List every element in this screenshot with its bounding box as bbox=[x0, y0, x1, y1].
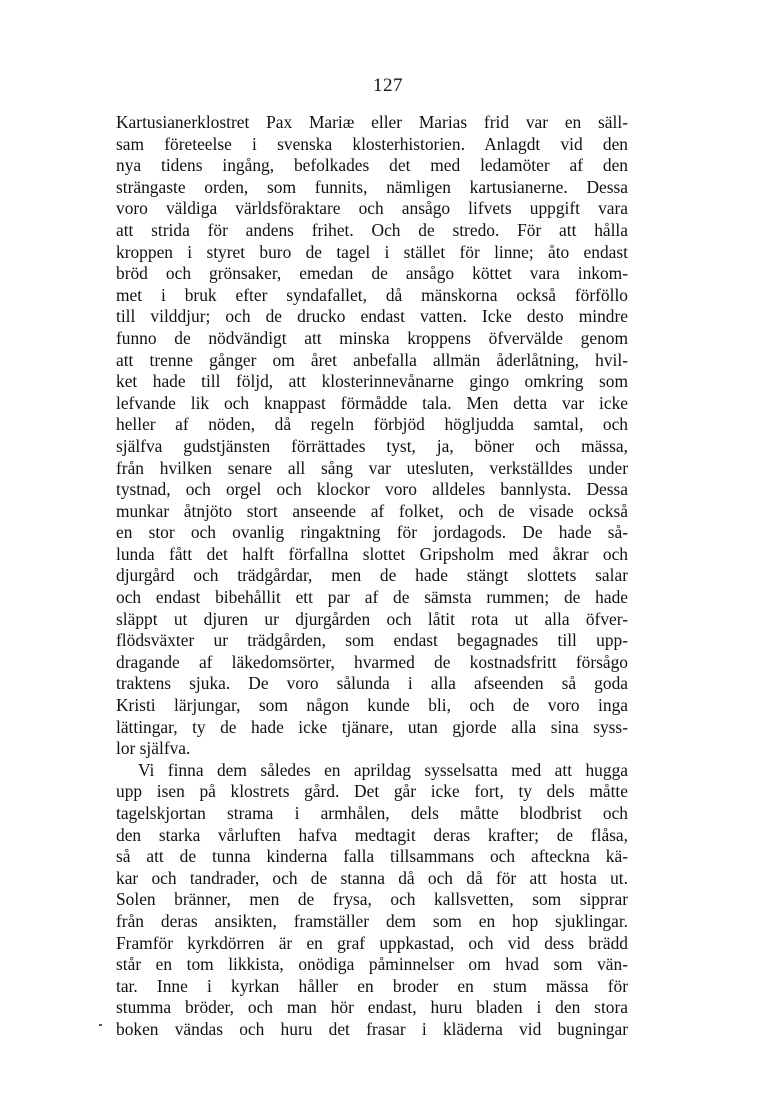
text-line: från deras ansikten, framställer dem som en hop sjuklingar. bbox=[116, 910, 628, 931]
text-line: flödsväxter ur trädgården, som endast begagnades till upp- bbox=[116, 630, 628, 651]
text-line: strängaste orden, som funnits, nämligen kartusianerne. Dessa bbox=[116, 176, 628, 197]
text-line: den starka vårluften hafva medtagit deras krafter; de flåsa, bbox=[116, 824, 628, 845]
text-line: voro väldiga världsföraktare och ansågo lifvets uppgift vara bbox=[116, 198, 628, 219]
paragraph-start-line: Vi finna dem således en aprildag sysselsatta med att hugga bbox=[138, 759, 628, 780]
text-line: lefvande lik och knappast förmådde tala. Men detta var icke bbox=[116, 392, 628, 413]
text-line: Kristi lärjungar, som någon kunde bli, och de voro inga bbox=[116, 695, 628, 716]
text-line: dragande af läkedomsörter, hvarmed de kostnadsfritt försågo bbox=[116, 651, 628, 672]
text-line: släppt ut djuren ur djurgården och låtit rota ut alla öfver- bbox=[116, 608, 628, 629]
text-line: Kartusianerklostret Pax Mariæ eller Marias frid var en säll- bbox=[116, 112, 628, 132]
page-number: 127 bbox=[373, 75, 403, 96]
text-line: till vilddjur; och de drucko endast vatten. Icke desto mindre bbox=[116, 306, 628, 327]
text-line: står en tom likkista, onödiga påminnelser om hvad som vän- bbox=[116, 954, 628, 975]
text-line: så att de tunna kinderna falla tillsammans och afteckna kä- bbox=[116, 846, 628, 867]
text-line: heller af nöden, då regeln förbjöd högljudda samtal, och bbox=[116, 414, 628, 435]
text-line: bröd och grönsaker, emedan de ansågo köttet vara inkom- bbox=[116, 263, 628, 284]
text-line: och endast bibehållit ett par af de sämsta rummen; de hade bbox=[116, 587, 628, 608]
text-line: met i bruk efter syndafallet, då mänskorna också förföllo bbox=[116, 284, 628, 305]
body-text bbox=[116, 112, 628, 1041]
text-line: upp isen på klostrets gård. Det går icke fort, ty dels måtte bbox=[116, 781, 628, 802]
text-line: en stor och ovanlig ringaktning för jordagods. De hade så- bbox=[116, 522, 628, 543]
text-line: sam företeelse i svenska klosterhistorien. Anlagdt vid den bbox=[116, 133, 628, 154]
text-line: ket hade till följd, att klosterinnevånarne gingo omkring som bbox=[116, 371, 628, 392]
text-line: att trenne gånger om året anbefalla allmän åderlåtning, hvil- bbox=[116, 349, 628, 370]
text-line: från hvilken senare all sång var utesluten, verkställdes under bbox=[116, 457, 628, 478]
text-line: djurgård och trädgårdar, men de hade stängt slottets salar bbox=[116, 565, 628, 586]
text-line: tystnad, och orgel och klockor voro alldeles bannlysta. Dessa bbox=[116, 479, 628, 500]
text-line: Solen bränner, men de frysa, och kallsvetten, som sipprar bbox=[116, 889, 628, 910]
text-line: själfva gudstjänsten förrättades tyst, ja, böner och mässa, bbox=[116, 435, 628, 456]
text-line: Framför kyrkdörren är en graf uppkastad, och vid dess brädd bbox=[116, 932, 628, 953]
text-line: tagelskjortan strama i armhålen, dels måtte blodbrist och bbox=[116, 803, 628, 823]
print-speck bbox=[99, 1024, 102, 1026]
text-line: nya tidens ingång, befolkades det med ledamöter af den bbox=[116, 155, 628, 176]
text-line: kar och tandrader, och de stanna då och då för att hosta ut. bbox=[116, 867, 628, 888]
text-line: boken vändas och huru det frasar i kläderna vid bugningar bbox=[116, 1018, 628, 1039]
text-line: tar. Inne i kyrkan håller en broder en stum mässa för bbox=[116, 975, 628, 996]
text-line: funno de nödvändigt att minska kroppens öfvervälde genom bbox=[116, 327, 628, 348]
text-line: lättingar, ty de hade icke tjänare, utan gjorde alla sina syss- bbox=[116, 716, 628, 737]
text-line: traktens sjuka. De voro sålunda i alla afseenden så goda bbox=[116, 673, 628, 694]
text-line: lunda fått det halft förfallna slottet Gripsholm med åkrar och bbox=[116, 543, 628, 564]
text-line: stumma bröder, och man hör endast, huru bladen i den stora bbox=[116, 997, 628, 1018]
text-line: munkar åtnjöto stort anseende af folket, och de visade också bbox=[116, 500, 628, 521]
text-line: kroppen i styret buro de tagel i stället för linne; åto endast bbox=[116, 241, 628, 262]
text-line: att strida för andens frihet. Och de stredo. För att hålla bbox=[116, 219, 628, 240]
paragraph-end-line: lor själfva. bbox=[116, 738, 191, 759]
